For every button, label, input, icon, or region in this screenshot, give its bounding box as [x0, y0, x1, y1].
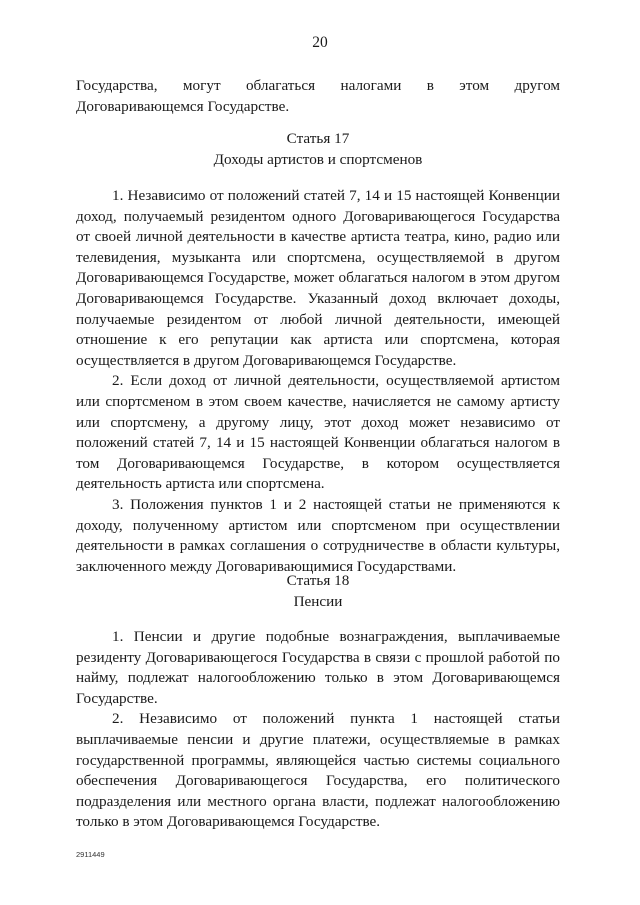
intro-text: Государства, могут облагаться налогами в этом другом Договаривающемся Государстве.: [76, 77, 560, 115]
article-18-heading: [76, 570, 560, 612]
article-17-title: Статья 17: [286, 130, 350, 147]
article-18-body: [76, 627, 560, 833]
document-code: 2911449: [76, 850, 105, 859]
page-number: 20: [312, 34, 328, 51]
intro-paragraph: [76, 76, 560, 117]
article-17-subtitle: Доходы артистов и спортсменов: [213, 151, 423, 168]
article-17-heading: [76, 128, 560, 170]
article-18-paragraph-2: 2. Независимо от положений пункта 1 настоящей статьи выплачиваемые пенсии и другие платежи, осуществляемые в рамках государственной программы, являющейся частью системы социального обеспечения Договаривающегося Государства, его политического подразделения или местного органа власти, подлежат налогообложению только в этом Договаривающемся Государстве.: [76, 710, 560, 831]
article-18-subtitle: Пенсии: [293, 593, 343, 610]
article-17-paragraph-3: 3. Положения пунктов 1 и 2 настоящей статьи не применяются к доходу, полученному артистом или спортсменом при осуществлении деятельности в рамках соглашения о сотрудничестве в области культуры, заключенного между Договаривающимися Государствами.: [76, 495, 560, 575]
article-17-paragraph-2: 2. Если доход от личной деятельности, осуществляемой артистом или спортсменом в этом своем качестве, начисляется не самому артисту или спортсмену, а другому лицу, этот доход может независимо от положений статей 7, 14 и 15 настоящей Конвенции облагаться налогом в том Договаривающемся Государстве, в котором осуществляется деятельность артиста или спортсмена.: [76, 372, 560, 493]
article-17-body: [76, 186, 560, 577]
article-18-title: Статья 18: [286, 572, 350, 589]
article-18-paragraph-1: 1. Пенсии и другие подобные вознаграждения, выплачиваемые резиденту Договаривающегося Государства в связи с прошлой работой по найму, подлежат налогообложению только в этом Договаривающемся Государстве.: [76, 628, 560, 707]
article-17-paragraph-1: 1. Независимо от положений статей 7, 14 и 15 настоящей Конвенции доход, получаемый резидентом одного Договаривающегося Государства от своей личной деятельности в качестве артиста театра, кино, радио или телевидения, музыканта или спортсмена, осуществляемой в другом Договаривающемся Государстве, может облагаться налогом в этом другом Договаривающемся Государстве. Указанный доход включает доходы, получаемые резидентом от любой личной деятельности, имеющей отношение к его репутации как артиста или спортсмена, которая осуществляется в другом Договаривающемся Государстве.: [76, 187, 560, 369]
